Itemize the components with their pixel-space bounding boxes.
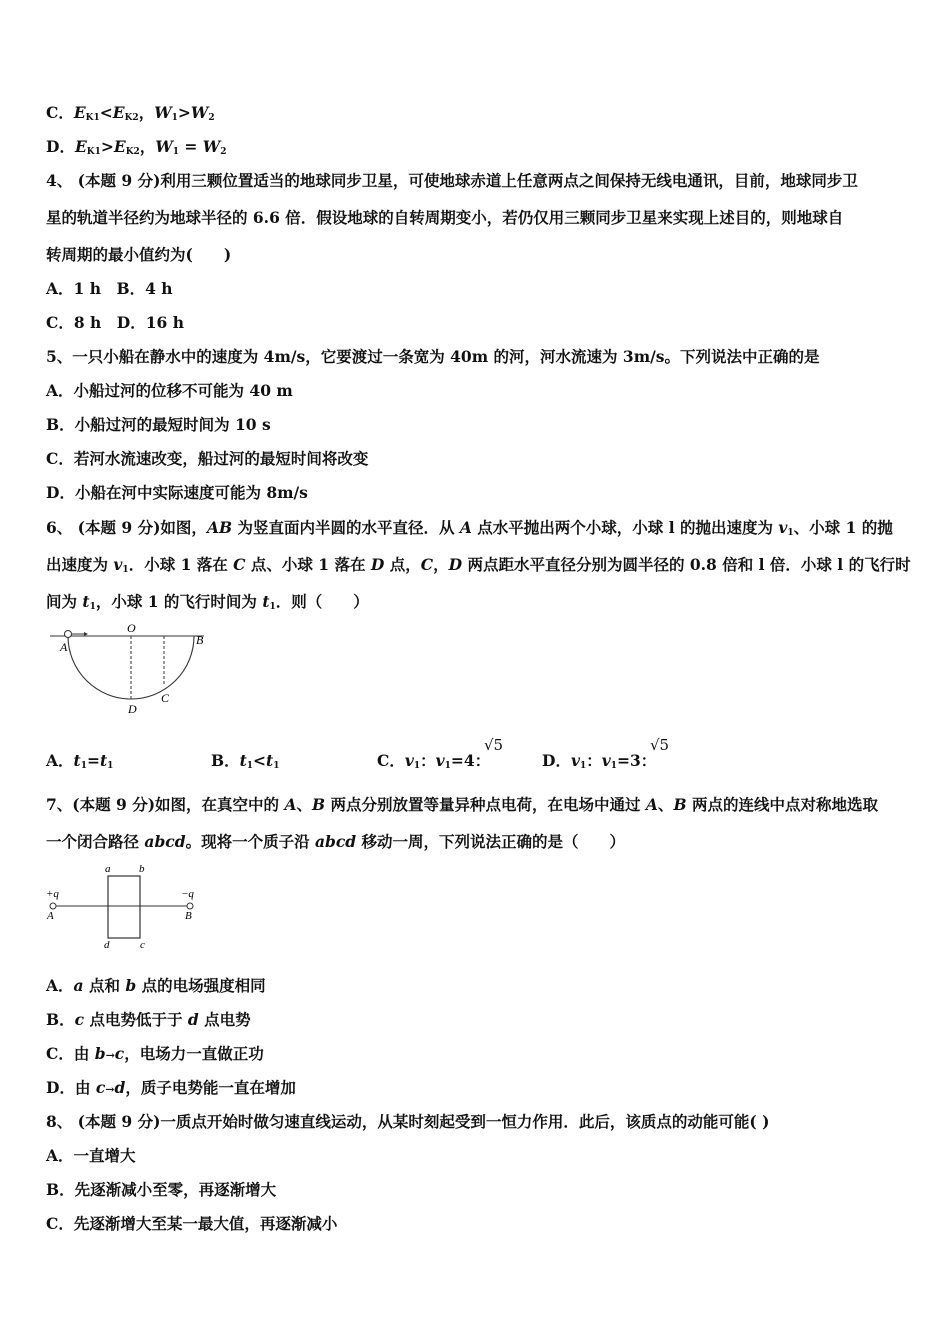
q5-option-b: B．小船过河的最短时间为 10 s bbox=[46, 415, 271, 434]
q5-option-a: A．小船过河的位移不可能为 40 m bbox=[46, 381, 293, 400]
label-a: a bbox=[105, 863, 111, 875]
q8-option-b: B．先逐渐减小至零，再逐渐增大 bbox=[46, 1180, 277, 1199]
q6-option-a: A．$t_1=t_1$ bbox=[46, 751, 114, 771]
q7-option-c: C．由 b→c，电场力一直做正功 bbox=[46, 1044, 264, 1063]
label-a: A bbox=[60, 640, 68, 654]
label-d: d bbox=[104, 939, 110, 951]
label-a-point: A bbox=[47, 910, 54, 922]
arrowhead bbox=[84, 632, 88, 636]
q7-stem-line1: 7、(本题 9 分)如图，在真空中的 A、B 两点分别放置等量异种点电荷，在电场中通过 A、B 两点的连线中点对称地选取 bbox=[46, 795, 878, 814]
q6-stem-line1: 6、 (本题 9 分)如图，AB 为竖直面内半圆的水平直径．从 A 点水平抛出两个小球，小球 l 的抛出速度为 $v_1$、小球 1 的抛 bbox=[46, 518, 893, 538]
charge-a bbox=[50, 903, 56, 909]
q8-option-a: A．一直增大 bbox=[46, 1146, 136, 1165]
charge-b bbox=[187, 903, 193, 909]
label-o: O bbox=[127, 622, 136, 635]
q4-stem-line3: 转周期的最小值约为( ) bbox=[46, 245, 232, 264]
label-b: b bbox=[139, 863, 145, 875]
q3-option-d: D．$E_{K1}>E_{K2}$，$W_1 = W_2$ bbox=[46, 137, 227, 157]
q6-option-b: B．$t_1<t_1$ bbox=[211, 751, 280, 771]
q8-stem: 8、 (本题 9 分)一质点开始时做匀速直线运动，从某时刻起受到一恒力作用．此后，该质点的动能可能( ) bbox=[46, 1112, 770, 1131]
q6-stem-line3: 间为 $t_1$，小球 1 的飞行时间为 $t_1$．则（ ） bbox=[46, 592, 369, 612]
q7-option-b: B．c 点电势低于于 d 点电势 bbox=[46, 1010, 251, 1029]
q4-stem-line2: 星的轨道半径约为地球半径的 6.6 倍．假设地球的自转周期变小，若仍仅用三颗同步卫星来实现上述目的，则地球自 bbox=[46, 208, 844, 227]
label-b-point: B bbox=[185, 910, 192, 922]
label-b: B bbox=[196, 633, 204, 647]
label-d: D bbox=[128, 702, 137, 716]
q5-option-c: C．若河水流速改变，船过河的最短时间将改变 bbox=[46, 449, 369, 468]
q4-options-cd: C．8 h D．16 h bbox=[46, 313, 184, 332]
q6-option-d: D．$v_1$：$v_1=3$： bbox=[542, 751, 657, 771]
path-abcd bbox=[108, 876, 140, 938]
q7-option-a: A．a 点和 b 点的电场强度相同 bbox=[46, 976, 266, 995]
q6-option-c: C．$v_1$：$v_1=4$： bbox=[377, 751, 491, 771]
q3-option-c: C．$E_{K1}<E_{K2}$，$W_1>W_2$ bbox=[46, 103, 215, 123]
q4-stem-line1: 4、 (本题 9 分)利用三颗位置适当的地球同步卫星，可使地球赤道上任意两点之间保持无线电通讯，目前，地球同步卫 bbox=[46, 171, 858, 190]
label-c: C bbox=[161, 691, 170, 705]
ball bbox=[65, 631, 72, 638]
label-c: c bbox=[140, 939, 145, 951]
q5-option-d: D．小船在河中实际速度可能为 8m/s bbox=[46, 483, 308, 502]
q6-option-c-sqrt: √5 bbox=[484, 736, 504, 754]
q4-options-ab: A．1 h B．4 h bbox=[46, 279, 173, 298]
q7-stem-line2: 一个闭合路径 abcd。现将一个质子沿 abcd 移动一周，下列说法正确的是（ ） bbox=[46, 832, 626, 851]
label-minus-q: −q bbox=[181, 888, 194, 900]
q7-option-d: D．由 c→d，质子电势能一直在增加 bbox=[46, 1078, 296, 1097]
q8-option-c: C．先逐渐增大至某一最大值，再逐渐减小 bbox=[46, 1214, 338, 1233]
label-plus-q: +q bbox=[46, 888, 59, 900]
q5-stem: 5、一只小船在静水中的速度为 4m/s，它要渡过一条宽为 40m 的河，河水流速为 3m/s。下列说法中正确的是 bbox=[46, 347, 820, 366]
q6-semicircle-figure bbox=[44, 622, 214, 717]
q6-option-d-sqrt: √5 bbox=[650, 736, 670, 754]
q6-stem-line2: 出速度为 $v_1$．小球 1 落在 C 点、小球 1 落在 D 点，C，D 两点距水平直径分别为圆半径的 0.8 倍和 l 倍．小球 l 的飞行时 bbox=[46, 555, 911, 575]
q7-charges-figure bbox=[44, 860, 204, 952]
